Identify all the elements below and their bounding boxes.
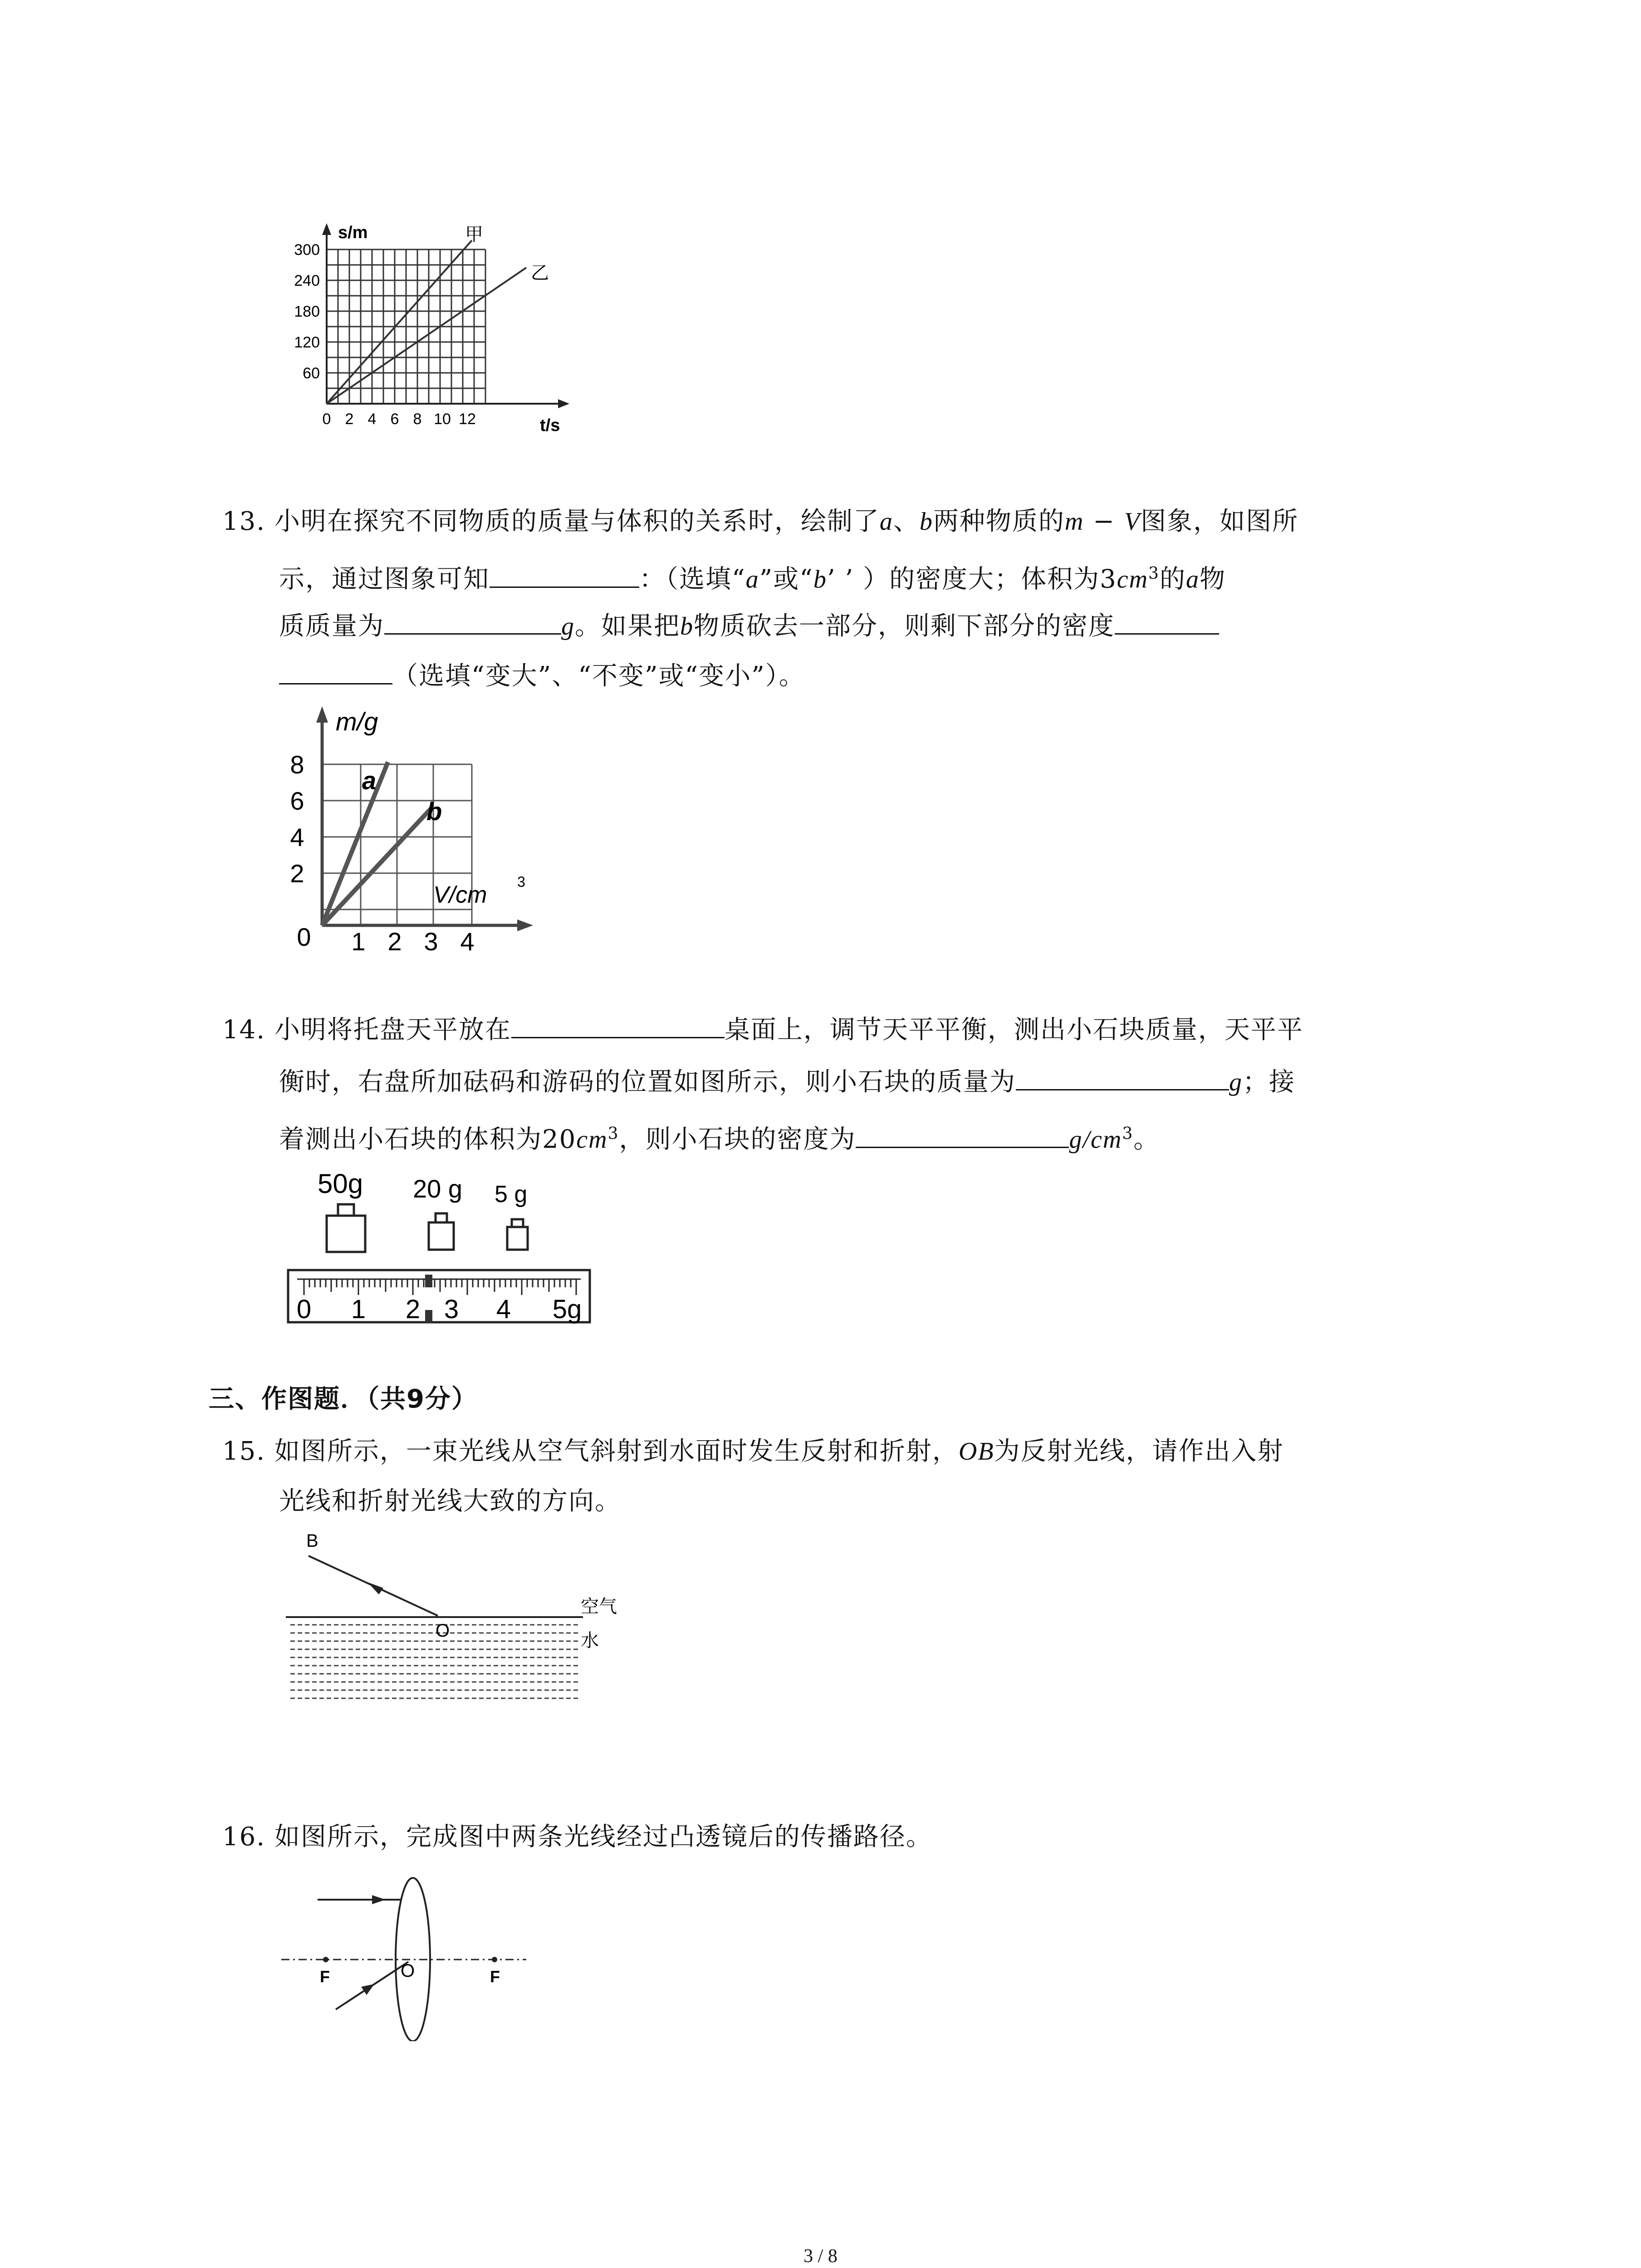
- weight-label: 20 g: [413, 1174, 462, 1203]
- y-tick: 120: [294, 334, 320, 351]
- answer-blank[interactable]: [384, 608, 561, 635]
- point-b-label: B: [306, 1531, 318, 1551]
- balance-svg: [277, 1166, 603, 1334]
- x-tick: 2: [387, 927, 402, 956]
- t-axis-label: t/s: [540, 416, 560, 435]
- scale-bar: [288, 1270, 590, 1322]
- q14-line-1: 14. 小明将托盘天平放在 桌面上，调节天平平衡，测出小石块质量，天平平: [222, 1012, 1303, 1048]
- y-tick: 240: [294, 272, 320, 289]
- q13-line-4: （选填“变大”、“不变”或“变小”）。: [279, 658, 805, 694]
- y-tick: 60: [303, 365, 320, 382]
- answer-blank[interactable]: [511, 1012, 725, 1038]
- line-a-label: a: [362, 766, 377, 795]
- lens-svg: [272, 1860, 554, 2041]
- focus-right-label: F: [490, 1967, 500, 1986]
- rider-top[interactable]: [425, 1275, 432, 1287]
- water-label: 水: [581, 1631, 599, 1651]
- y-tick: 4: [290, 823, 304, 851]
- q14-line-2: 衡时，右盘所加砝码和游码的位置如图所示，则小石块的质量为 g；接: [279, 1064, 1295, 1100]
- scale-label: 3: [444, 1295, 459, 1324]
- v-axis-exponent: 3: [517, 874, 525, 890]
- q15-number: 15.: [222, 1437, 266, 1466]
- answer-blank[interactable]: [490, 561, 639, 588]
- answer-blank[interactable]: [1016, 1064, 1229, 1090]
- optical-center-label: O: [401, 1961, 415, 1981]
- v-axis-label: V/cm: [433, 882, 487, 908]
- x-tick: 2: [345, 411, 354, 428]
- y-tick: 2: [290, 859, 304, 888]
- q13-line-1: 13. 小明在探究不同物质的质量与体积的关系时，绘制了a、b两种物质的m − V图象，如图所: [222, 507, 1299, 536]
- q13-line-2: 示，通过图象可知 ：（选填“a”或“b’ ’ ）的密度大；体积为$3cm^3$的a物: [279, 556, 1226, 598]
- origin-label: 0: [297, 923, 311, 951]
- x-tick: 6: [390, 411, 399, 428]
- x-tick: 10: [434, 411, 451, 428]
- q13-number: 13.: [222, 507, 266, 536]
- q14-line-3: 着测出小石块的体积为$20cm^3$，则小石块的密度为 $g/cm^3$。: [279, 1116, 1160, 1158]
- scale-ticks: [304, 1279, 576, 1295]
- mv-graph-svg: [281, 701, 608, 959]
- y-tick: 180: [294, 303, 320, 320]
- reflection-figure: [281, 1524, 635, 1707]
- y-tick: 8: [290, 750, 304, 779]
- scale-label: 1: [351, 1295, 366, 1324]
- reflection-svg: [281, 1524, 635, 1706]
- scale-label: 2: [405, 1295, 421, 1324]
- answer-blank[interactable]: [279, 658, 392, 684]
- weight-label: 5 g: [495, 1181, 528, 1207]
- line-jia-label: 甲: [465, 225, 483, 244]
- mv-graph-figure: [281, 701, 608, 961]
- x-tick: 1: [351, 927, 366, 956]
- scale-label: 4: [496, 1295, 511, 1324]
- rider-bottom[interactable]: [425, 1310, 432, 1323]
- balance-figure: [277, 1166, 603, 1335]
- q15-line-1: 15. 如图所示，一束光线从空气斜射到水面时发生反射和折射，OB为反射光线，请作出入射: [222, 1437, 1284, 1466]
- x-tick: 12: [459, 411, 476, 428]
- weight-5g: [507, 1219, 528, 1250]
- q15-line-2: 光线和折射光线大致的方向。: [279, 1486, 621, 1516]
- scale-label: 0: [296, 1295, 312, 1324]
- s-axis-label: s/m: [338, 223, 368, 242]
- answer-blank[interactable]: [1115, 608, 1219, 635]
- air-label: 空气: [581, 1597, 617, 1617]
- x-tick: 8: [413, 411, 422, 428]
- line-b-label: b: [426, 797, 442, 826]
- point-o-label: O: [436, 1621, 450, 1641]
- st-graph-figure: [272, 218, 590, 455]
- q13-line-3: 质质量为 g。如果把b物质砍去一部分，则剩下部分的密度: [279, 608, 1219, 645]
- m-axis-label: m/g: [336, 707, 378, 736]
- x-tick: 3: [424, 927, 438, 956]
- y-tick: 300: [294, 241, 320, 259]
- section-3-heading: 三、作图题．（共9分）: [209, 1384, 478, 1414]
- st-graph-svg: [272, 218, 590, 454]
- q16-number: 16.: [222, 1822, 266, 1852]
- page-number: 3 / 8: [803, 2246, 838, 2267]
- x-tick: 0: [322, 411, 331, 428]
- focus-left-label: F: [320, 1967, 330, 1986]
- scale-label: 5g: [552, 1295, 582, 1324]
- weight-20g: [429, 1213, 454, 1250]
- q16-line-1: 16. 如图所示，完成图中两条光线经过凸透镜后的传播路径。: [222, 1822, 932, 1852]
- weight-50g: [327, 1204, 365, 1252]
- y-tick: 6: [290, 787, 304, 815]
- lens-figure: [272, 1860, 554, 2043]
- answer-blank[interactable]: [856, 1121, 1069, 1148]
- weight-label: 50g: [318, 1168, 363, 1199]
- line-yi-label: 乙: [531, 263, 549, 283]
- x-tick: 4: [460, 927, 475, 956]
- q14-number: 14.: [222, 1015, 266, 1045]
- x-tick: 4: [367, 411, 377, 428]
